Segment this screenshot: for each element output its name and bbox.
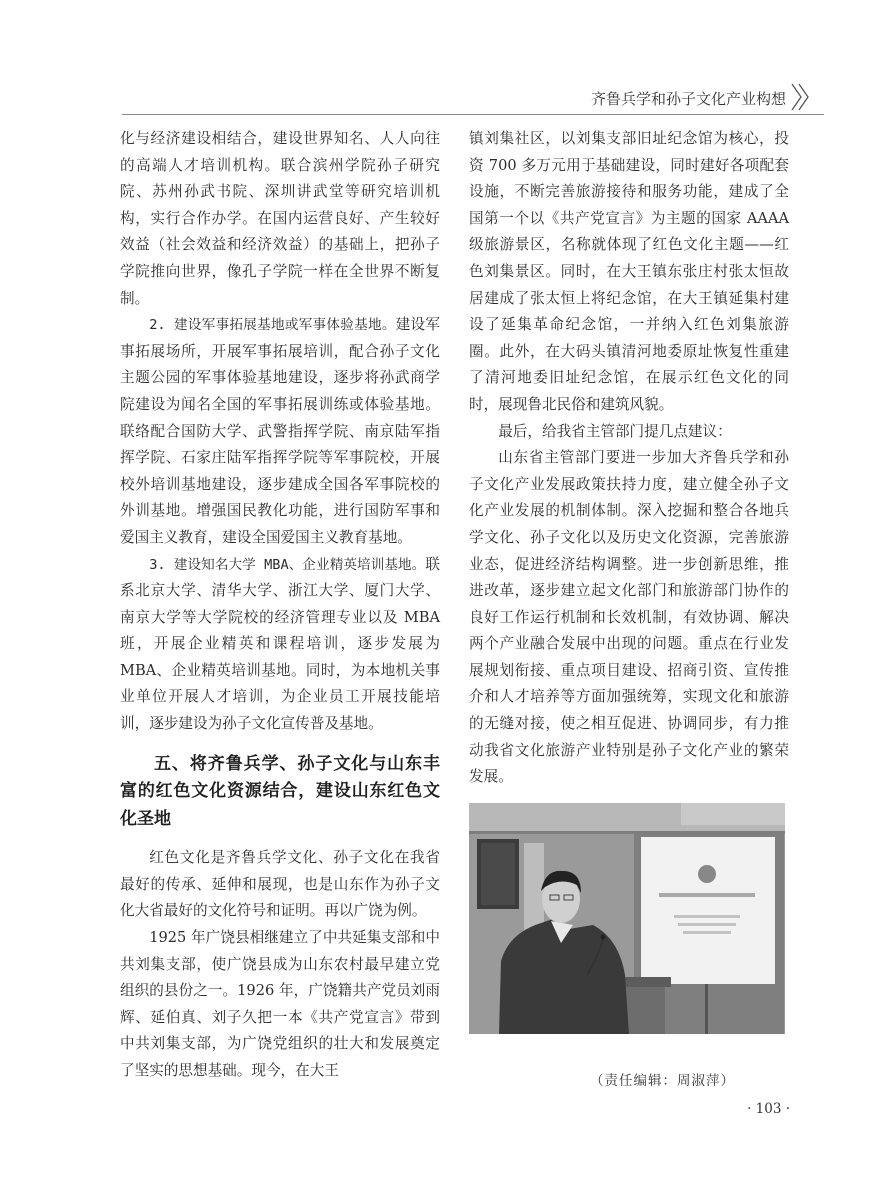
right-paragraph-1: 镇刘集社区，以刘集支部旧址纪念馆为核心，投资 700 多万元用于基础建设，同时建好各项配套设施，不断完善旅游接待和服务功能，建成了全国第一个以《共产党宣言》为主题的国家 AAAA 级旅游景区，名称就体现了红色文化主题——红色刘集景区。同时，在大王镇东张庄村张太恒故居建成了张太恒上将纪念馆，在大王镇延集村建设了延集革命纪念馆，一并纳入红色刘集旅游圈。此外，在大码头镇清河地委原址恢复性重建了清河地委旧址纪念馆，在展示红色文化的同时，展现鲁北民俗和建筑风貌。: [469, 130, 789, 413]
left-paragraph-4: 红色文化是齐鲁兵学文化、孙子文化在我省最好的传承、延伸和展现，也是山东作为孙子文化大省最好的文化符号和证明。再以广饶为例。: [120, 849, 440, 920]
header-rule: [122, 114, 824, 115]
conference-speaker-photo: [469, 803, 785, 1034]
right-column: [469, 126, 789, 791]
left-paragraph-2: [120, 312, 440, 551]
running-header-title: 齐鲁兵学和孙子文化产业构想: [590, 90, 786, 108]
subheading-military-base: 2. 建设军事拓展基地或军事体验基地。: [149, 317, 396, 334]
left-paragraph-3: [120, 552, 440, 738]
double-chevron-icon: [790, 80, 812, 114]
right-paragraph-3: 山东省主管部门要进一步加大齐鲁兵学和孙子文化产业发展政策扶持力度，建立健全孙子文化产业发展的机制体制。深入挖掘和整合各地兵学文化、孙子文化以及历史文化资源，完善旅游业态，促进经济结构调整。进一步创新思维，推进改革，逐步建立起文化部门和旅游部门协作的良好工作运行机制和长效机制，有效协调、解决两个产业融合发展中出现的问题。重点在行业发展规划衔接、重点项目建设、招商引资、宣传推介和人才培养等方面加强统筹，实现文化和旅游的无缝对接，使之相互促进、协调同步，有力推动我省文化旅游产业特别是孙子文化产业的繁荣发展。: [469, 449, 789, 786]
editor-note: （责任编辑：周淑萍）: [590, 1073, 735, 1089]
left-paragraph-2-body: 建设军事拓展场所，开展军事拓展培训，配合孙子文化主题公园的军事体验基地建设，逐步将孙武商学院建设为闻名全国的军事拓展训练或体验基地。联络配合国防大学、武警指挥学院、南京陆军指挥学院、石家庄陆军指挥学院等军事院校，开展校外培训基地建设，逐步建成全国各军事院校的外训基地。增强国民教化功能，进行国防军事和爱国主义教育，建设全国爱国主义教育基地。: [120, 316, 440, 546]
subheading-mba-base: 3. 建设知名大学 MBA、企业精英培训基地。: [149, 556, 426, 573]
page-number: · 103 ·: [747, 1101, 790, 1117]
left-paragraph-1: 化与经济建设相结合，建设世界知名、人人向往的高端人才培训机构。联合滨州学院孙子研究院、苏州孙武书院、深圳讲武堂等研究培训机构，实行合作办学。在国内运营良好、产生较好效益（社会效益和经济效益）的基础上，把孙子学院推向世界，像孔子学院一样在全世界不断复制。: [120, 130, 440, 307]
right-paragraph-2: 最后，给我省主管部门提几点建议：: [498, 422, 732, 440]
left-paragraph-3-body: 联系北京大学、清华大学、浙江大学、厦门大学、南京大学等大学院校的经济管理专业以及 MBA 班，开展企业精英和课程培训，逐步发展为 MBA、企业精英培训基地。同时，为本地机关事业单位开展人才培训，为企业员工开展技能培训，逐步建设为孙子文化宣传普及基地。: [120, 555, 440, 733]
left-column: [120, 126, 440, 1085]
section-heading-five: 五、将齐鲁兵学、孙子文化与山东丰富的红色文化资源结合，建设山东红色文化圣地: [120, 753, 440, 829]
left-paragraph-5: 1925 年广饶县相继建立了中共延集支部和中共刘集支部，使广饶县成为山东农村最早建立党组织的县份之一。1926 年，广饶籍共产党员刘雨辉、延伯真、刘子久把一本《共产党宣言》带到中共刘集支部，为广饶党组织的壮大和发展奠定了坚实的思想基础。现今，在大王: [120, 928, 440, 1079]
